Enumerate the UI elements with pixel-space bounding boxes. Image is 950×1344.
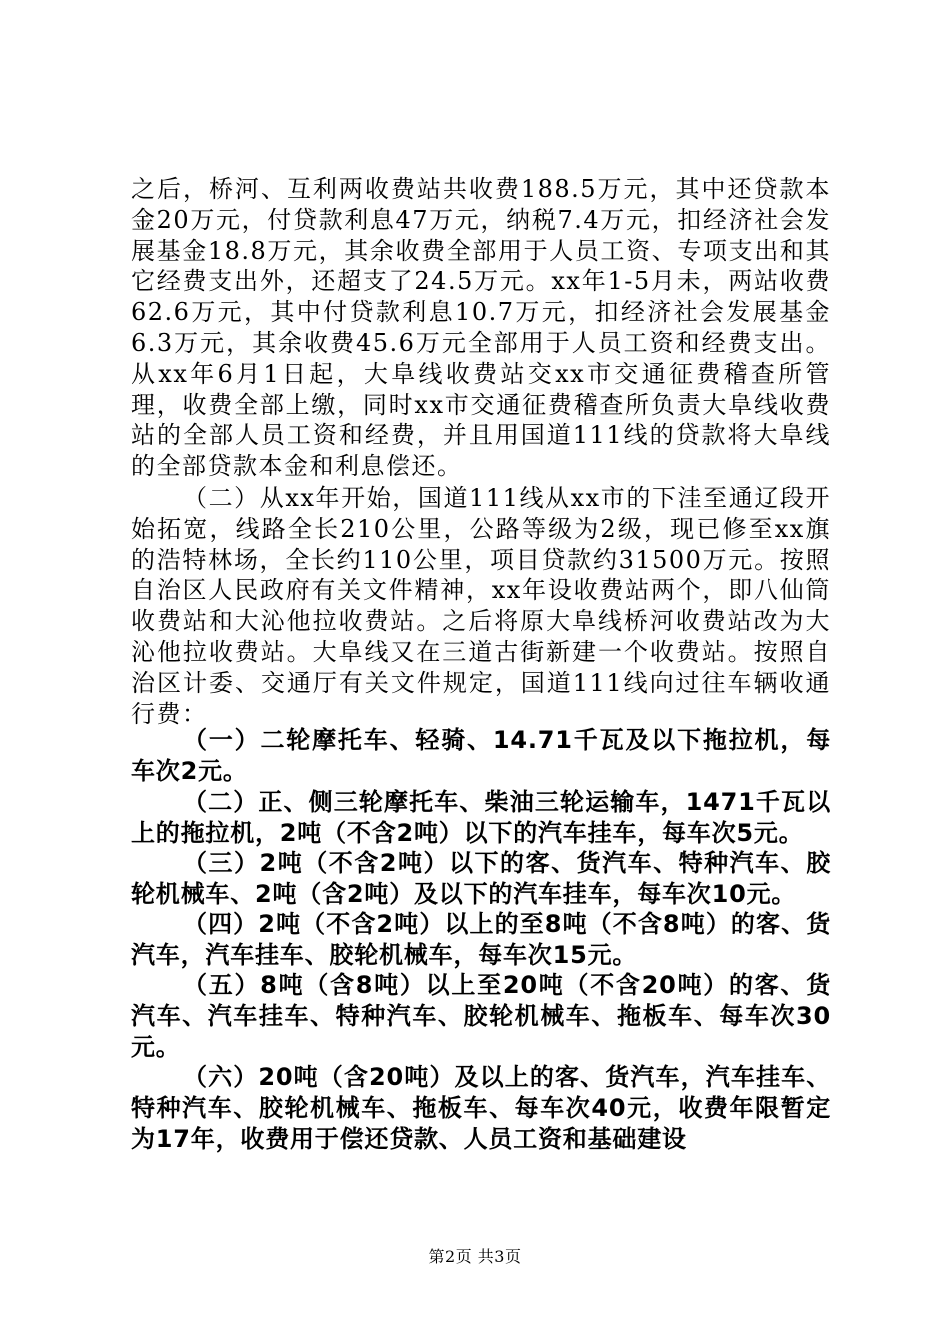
fee-item-3: （三）2吨（不含2吨）以下的客、货汽车、特种汽车、胶轮机械车、2吨（含2吨）及以下的汽车挂车，每车次10元。: [131, 849, 831, 908]
fee-item-1: （一）二轮摩托车、轻骑、14.71千瓦及以下拖拉机，每车次2元。: [131, 726, 831, 785]
fee-item-6: （六）20吨（含20吨）及以上的客、货汽车，汽车挂车、特种汽车、胶轮机械车、拖板车、每车次40元，收费年限暂定为17年，收费用于偿还贷款、人员工资和基础建设: [131, 1063, 831, 1153]
fee-item-5: （五）8吨（含8吨）以上至20吨（不含20吨）的客、货汽车、汽车挂车、特种汽车、胶轮机械车、拖板车、每车次30元。: [131, 971, 831, 1061]
fee-item-4: （四）2吨（不含2吨）以上的至8吨（不含8吨）的客、货汽车，汽车挂车、胶轮机械车，每车次15元。: [131, 910, 831, 969]
page-number-footer: 第2页 共3页: [428, 1247, 522, 1266]
fee-item-2: （二）正、侧三轮摩托车、柴油三轮运输车，1471千瓦以上的拖拉机，2吨（不含2吨）以下的汽车挂车，每车次5元。: [131, 788, 831, 847]
body-paragraph-fee-history: 之后，桥河、互利两收费站共收费188.5万元，其中还贷款本金20万元，付贷款利息47万元，纳税7.4万元，扣经济社会发展基金18.8万元，其余收费全部用于人员工资、专项支出和其它经费支出外，还超支了24.5万元。xx年1-5月未，两站收费62.6万元，其中付贷款利息10.7万元，扣经济社会发展基金6.3万元，其余收费45.6万元全部用于人员工资和经费支出。从xx年6月1日起，大阜线收费站交xx市交通征费稽查所管理，收费全部上缴，同时xx市交通征费稽查所负责大阜线收费站的全部人员工资和经费，并且用国道111线的贷款将大阜线的全部贷款本金和利息偿还。: [131, 175, 831, 481]
body-paragraph-national-road-111: （二）从xx年开始，国道111线从xx市的下洼至通辽段开始拓宽，线路全长210公里，公路等级为2级，现已修至xx旗的浩特林场，全长约110公里，项目贷款约31500万元。按照自治区人民政府有关文件精神，xx年设收费站两个，即八仙筒收费站和大沁他拉收费站。之后将原大阜线桥河收费站改为大沁他拉收费站。大阜线又在三道古街新建一个收费站。按照自治区计委、交通厅有关文件规定，国道111线向过往车辆收通行费：: [131, 484, 831, 728]
